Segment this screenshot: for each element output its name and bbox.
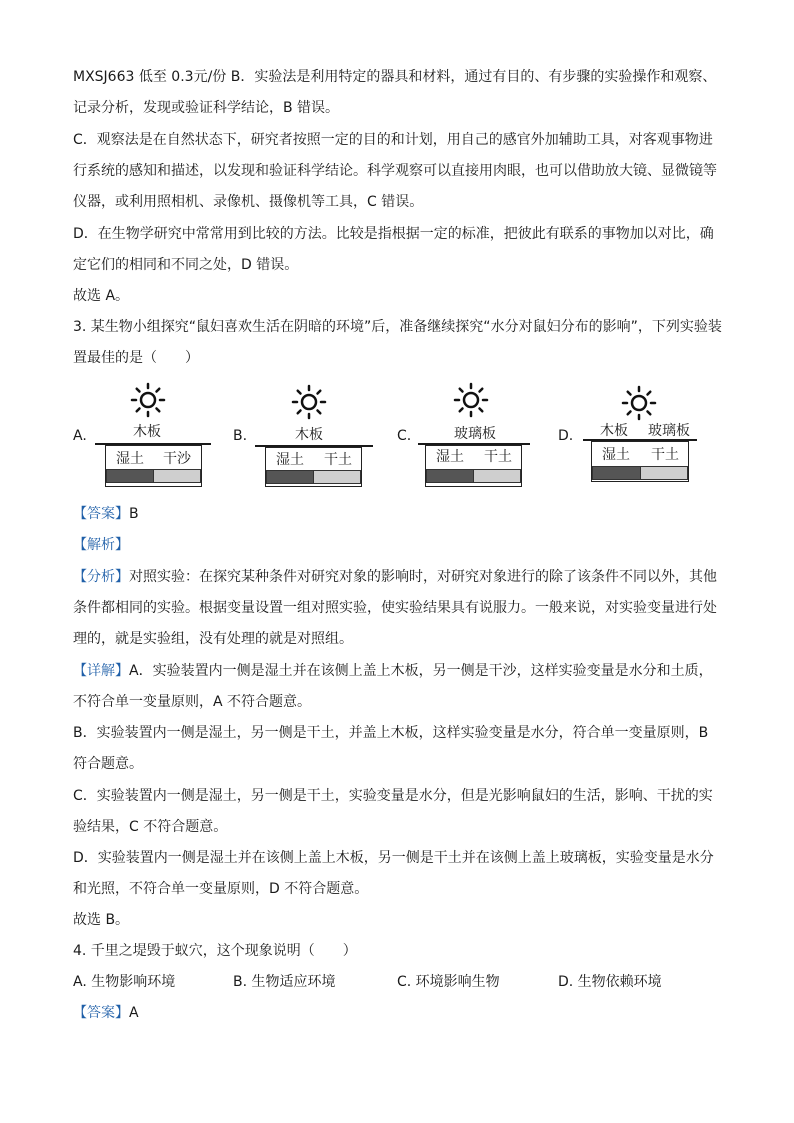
- option-letter: B.: [233, 428, 248, 444]
- q4-option-b: B. 生物适应环境: [233, 974, 336, 990]
- analysis-text-span: 条件都相同的实验。根据变量设置一组对照实验，使实验结果具有说服力。一般来说，对实验变量进行处: [73, 600, 717, 616]
- left-soil-label: 湿土: [602, 447, 630, 463]
- answer-line: [73, 1003, 139, 1023]
- option-letter: D.: [558, 428, 574, 444]
- option-letter: A.: [73, 428, 87, 444]
- analysis-line: [73, 629, 353, 649]
- answer-value: A: [129, 1005, 139, 1021]
- analysis-line: [73, 879, 368, 899]
- analysis-text-span: C．实验装置内一侧是湿土，另一侧是干土，实验变量是水分，但是光影响鼠妇的生活，影响、干扰的实: [73, 788, 713, 804]
- wet-bar: [106, 469, 154, 483]
- analysis-line: [73, 567, 717, 587]
- text-line: C．观察法是在自然状态下，研究者按照一定的目的和计划，用自己的感官外加辅助工具，对客观事物进: [73, 132, 713, 148]
- q4-option-d: D. 生物依赖环境: [558, 974, 662, 990]
- sun-icon: [621, 385, 657, 421]
- board-label: 木板: [133, 424, 161, 440]
- dry-bar: [640, 466, 688, 480]
- text-line: 置最佳的是（ ）: [73, 350, 199, 366]
- board-label: 木板: [600, 423, 628, 439]
- analysis-line: [73, 786, 713, 806]
- answer-line: [73, 504, 139, 524]
- experiment-figure: [0, 380, 794, 500]
- analysis-line: [73, 848, 714, 868]
- right-soil-label: 干土: [324, 452, 352, 468]
- right-soil-label: 干土: [484, 449, 512, 465]
- answer-tag: 【答案】: [73, 506, 129, 522]
- analysis-line: [73, 754, 143, 774]
- board-label: 玻璃板: [648, 423, 690, 439]
- sun-icon: [453, 382, 489, 418]
- analysis-line: [73, 692, 311, 712]
- analysis-text-span: 符合题意。: [73, 756, 143, 772]
- text-line: 仪器，或利用照相机、录像机、摄像机等工具，C 错误。: [73, 194, 424, 210]
- q4-option-c: C. 环境影响生物: [397, 974, 500, 990]
- analysis-line: [73, 817, 227, 837]
- analysis-text-span: 理的，就是实验组，没有处理的就是对照组。: [73, 631, 353, 647]
- left-soil-label: 湿土: [116, 451, 144, 467]
- analysis-text-span: 和光照，不符合单一变量原则，D 不符合题意。: [73, 881, 369, 897]
- board-label: 木板: [295, 427, 323, 443]
- dry-bar: [313, 470, 361, 484]
- answer-tag: 【答案】: [73, 1005, 129, 1021]
- analysis-text-span: 不符合单一变量原则，A 不符合题意。: [73, 694, 312, 710]
- dry-bar: [153, 469, 201, 483]
- right-soil-label: 干沙: [163, 451, 191, 467]
- dry-bar: [473, 469, 521, 483]
- question-4-stem: 4. 千里之堤毁于蚁穴，这个现象说明（ ）: [73, 943, 357, 959]
- analysis-text-span: 验结果，C 不符合题意。: [73, 819, 228, 835]
- analysis-text-span: D．实验装置内一侧是湿土并在该侧上盖上木板，另一侧是干土并在该侧上盖上玻璃板，实验变量是水分: [73, 850, 714, 866]
- text-line: MXSJ663 低至 0.3元/份 B．实验法是利用特定的器具和材料，通过有目的、有步骤的实验操作和观察、: [73, 69, 717, 85]
- analysis-text-span: B．实验装置内一侧是湿土，另一侧是干土，并盖上木板，这样实验变量是水分，符合单一变量原则，B: [73, 725, 709, 741]
- text-line: 故选 A。: [73, 288, 130, 304]
- text-line: 记录分析，发现或验证科学结论，B 错误。: [73, 100, 340, 116]
- analysis-line: [73, 661, 713, 681]
- text-line: 定它们的相同和不同之处，D 错误。: [73, 257, 299, 273]
- wet-bar: [426, 469, 474, 483]
- left-soil-label: 湿土: [276, 452, 304, 468]
- analysis-text-span: 对照实验：在探究某种条件对研究对象的影响时，对研究对象进行的除了该条件不同以外，其他: [129, 569, 717, 585]
- wet-bar: [266, 470, 314, 484]
- sun-icon: [291, 384, 327, 420]
- analysis-line: [73, 910, 129, 930]
- left-soil-label: 湿土: [436, 449, 464, 465]
- analysis-line: [73, 723, 708, 743]
- analysis-text-span: A．实验装置内一侧是湿土并在该侧上盖上木板，另一侧是干沙，这样实验变量是水分和土质，: [129, 663, 713, 679]
- text-line: 行系统的感知和描述，以发现和验证科学结论。科学观察可以直接用肉眼，也可以借助放大镜、显微镜等: [73, 163, 717, 179]
- board-label: 玻璃板: [454, 426, 496, 442]
- sun-icon: [130, 382, 166, 418]
- text-line: 3. 某生物小组探究“鼠妇喜欢生活在阴暗的环境”后，准备继续探究“水分对鼠妇分布的影响”，下列实验装: [73, 319, 722, 335]
- option-letter: C.: [397, 428, 412, 444]
- text-line: D．在生物学研究中常常用到比较的方法。比较是指根据一定的标准，把彼此有联系的事物加以对比，确: [73, 226, 714, 242]
- section-tag: 【分析】: [73, 569, 129, 585]
- right-soil-label: 干土: [651, 447, 679, 463]
- analysis-text-span: 故选 B。: [73, 912, 130, 928]
- analysis-line: [73, 598, 717, 618]
- section-tag: 【详解】: [73, 663, 129, 679]
- q4-option-a: A. 生物影响环境: [73, 974, 176, 990]
- wet-bar: [592, 466, 641, 480]
- analysis-tag: 【解析】: [73, 537, 129, 553]
- answer-value: B: [129, 506, 139, 522]
